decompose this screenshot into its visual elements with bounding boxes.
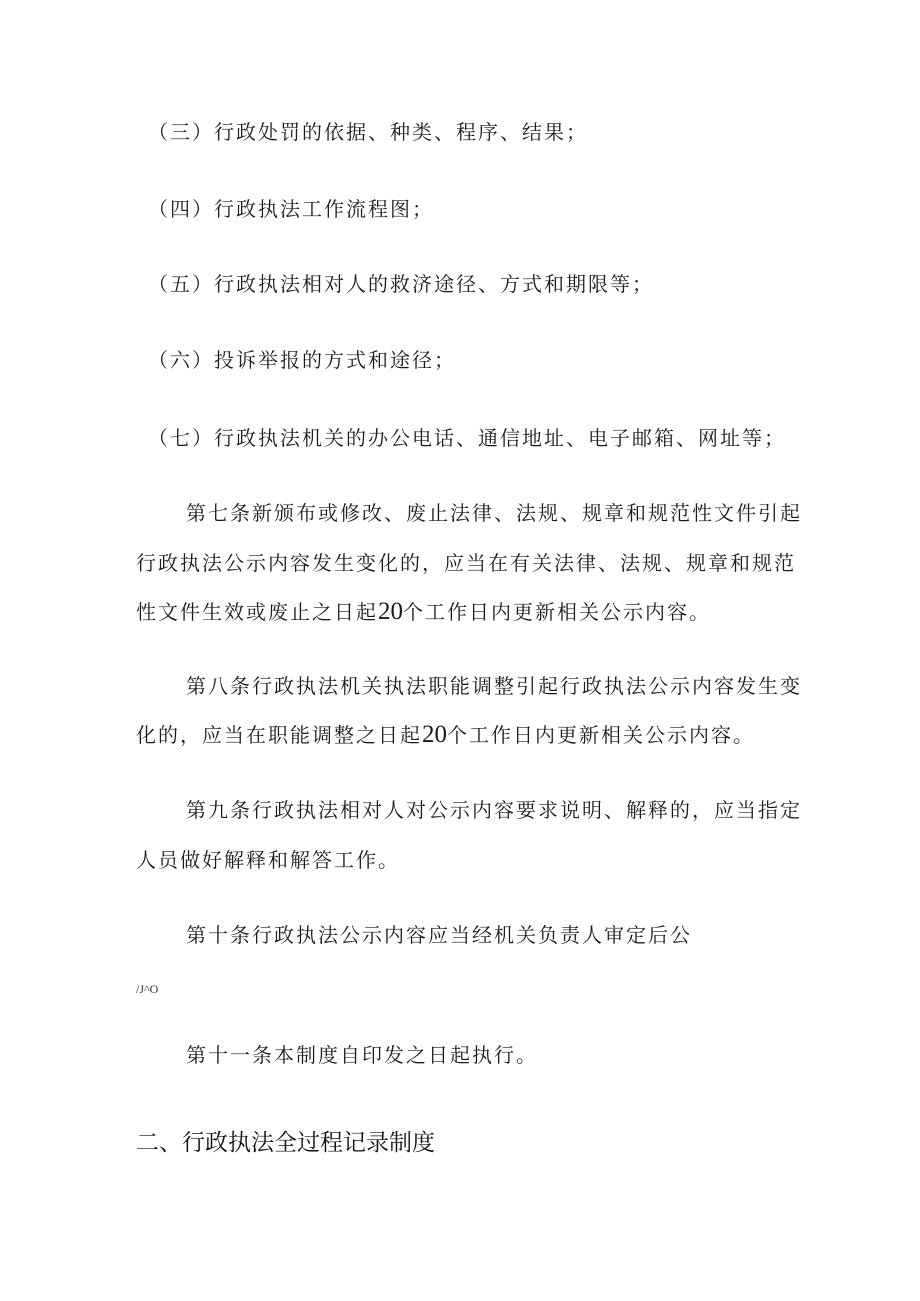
article-7-line-3-text-a: 性文件生效或废止之日起 — [136, 600, 378, 624]
article-7-line-1: 第七条新颁布或修改、废止法律、法规、规章和规范性文件引起 — [186, 501, 802, 525]
article-7-line-3 — [136, 599, 711, 624]
article-8-day-count: 20 — [422, 721, 447, 748]
article-8-line-2 — [136, 722, 755, 747]
article-10-line-1: 第十条行政执法公示内容应当经机关负责人审定后公 — [186, 923, 692, 947]
section-heading: 二、行政执法全过程记录制度 — [136, 1130, 435, 1156]
article-8-line-2-text-b: 个工作日内更新相关公示内容。 — [447, 723, 755, 747]
article-9-line-2: 人员做好解释和解答工作。 — [136, 848, 400, 872]
article-7-day-count: 20 — [378, 598, 403, 625]
article-9-line-1: 第九条行政执法相对人对公示内容要求说明、解释的，应当指定 — [186, 798, 802, 822]
list-item-6: （六）投诉举报的方式和途径； — [148, 348, 456, 372]
list-item-7: （七）行政执法机关的办公电话、通信地址、电子邮箱、网址等； — [148, 426, 786, 450]
list-item-3: （三）行政处罚的依据、种类、程序、结果； — [148, 120, 588, 144]
article-7-line-2: 行政执法公示内容发生变化的，应当在有关法律、法规、规章和规范 — [136, 551, 796, 575]
article-7-line-3-text-b: 个工作日内更新相关公示内容。 — [403, 600, 711, 624]
list-item-5: （五）行政执法相对人的救济途径、方式和期限等； — [148, 272, 654, 296]
article-8-line-2-text-a: 化的，应当在职能调整之日起 — [136, 723, 422, 747]
article-11-line-1: 第十一条本制度自印发之日起执行。 — [186, 1043, 538, 1067]
article-8-line-1: 第八条行政执法机关执法职能调整引起行政执法公示内容发生变 — [186, 674, 802, 698]
article-10-garbled-fragment: /J^O — [136, 982, 159, 996]
list-item-4: （四）行政执法工作流程图； — [148, 197, 434, 221]
